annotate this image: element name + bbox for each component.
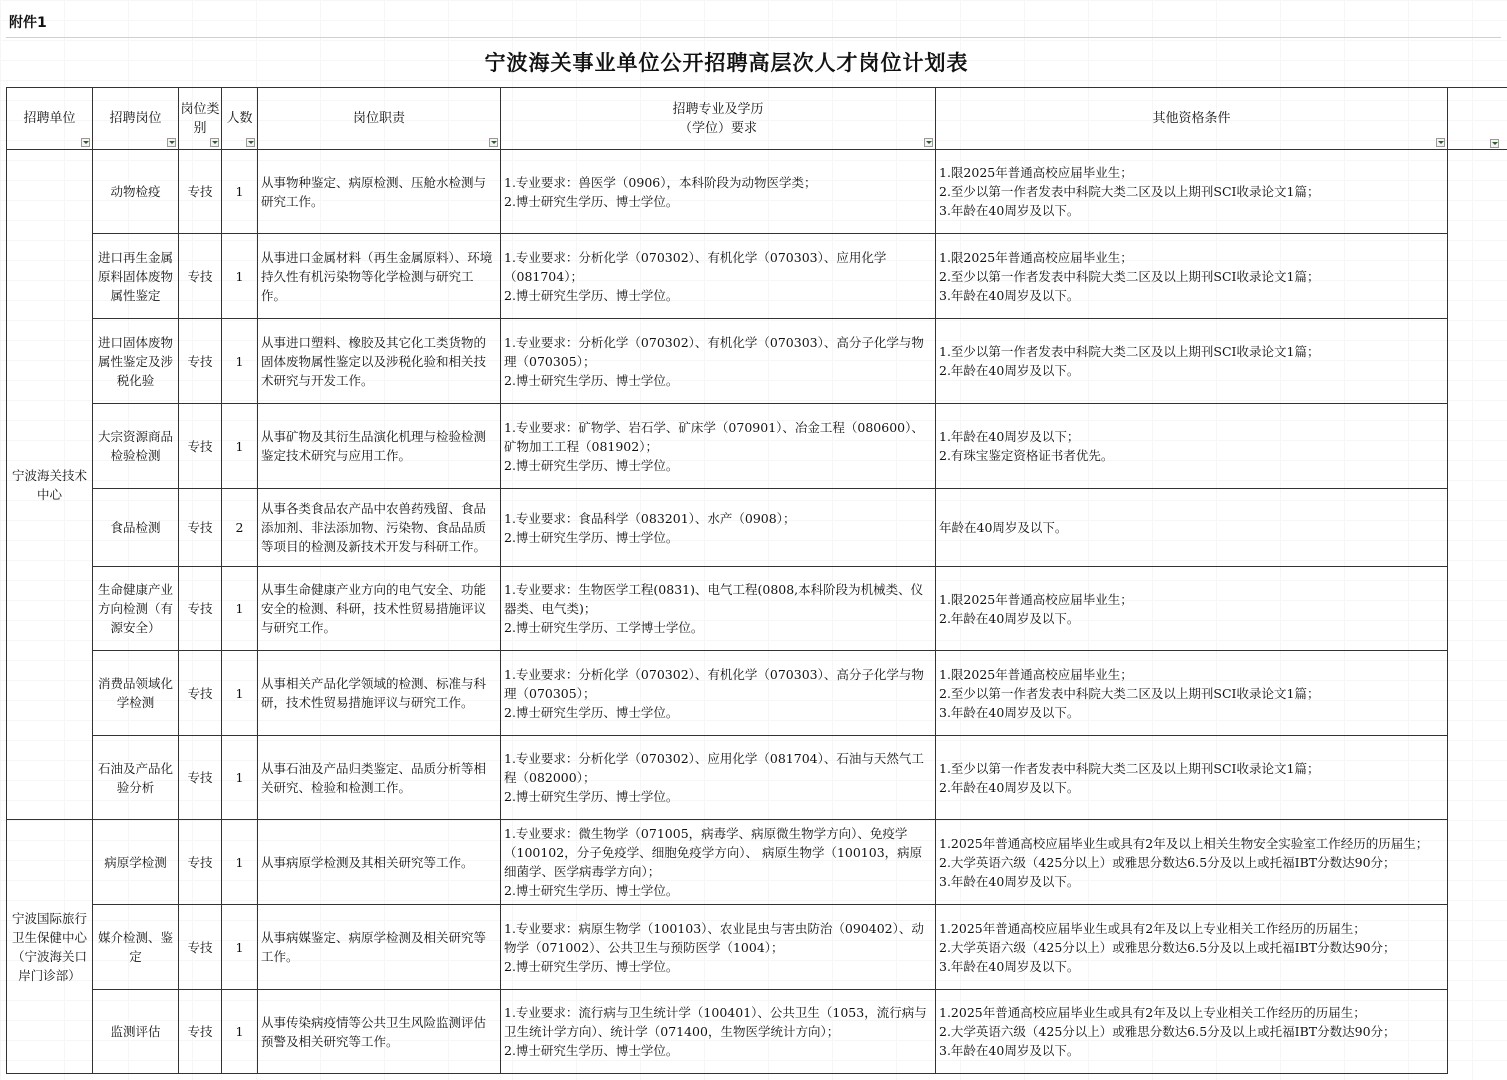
post-cell: 进口固体废物属性鉴定及涉税化验 <box>93 319 179 404</box>
other-text: 年龄在40周岁及以下。 <box>939 520 1068 535</box>
major-text: 1.专业要求：分析化学（070302）、有机化学（070303）、高分子化学与物理（070305）； 2.博士研究生学历、博士学位。 <box>504 334 924 388</box>
table-row <box>7 990 1448 1074</box>
major-cell <box>501 319 936 404</box>
duty-cell <box>258 404 501 489</box>
duty-cell <box>258 234 501 319</box>
header-label: 其他资格条件 <box>1152 111 1231 126</box>
count-cell: 1 <box>222 736 258 820</box>
header-bottom-extension <box>1447 149 1507 150</box>
header-other <box>936 88 1448 150</box>
major-text: 1.专业要求：分析化学（070302）、有机化学（070303）、应用化学（081704）； 2.博士研究生学历、博士学位。 <box>504 249 887 303</box>
header-duty <box>258 88 501 150</box>
major-cell <box>501 736 936 820</box>
major-cell <box>501 820 936 905</box>
duty-text: 从事各类食品农产品中农兽药残留、食品添加剂、非法添加物、污染物、食品品质等项目的检测及新技术开发与科研工作。 <box>261 501 487 554</box>
other-text: 1.2025年普通高校应届毕业生或具有2年及以上专业相关工作经历的历届生； 2.大学英语六级（425分以上）或雅思分数达6.5分及以上或托福IBT分数达90分； 3.年龄在40周岁及以下。 <box>939 1005 1396 1058</box>
other-text: 1.2025年普通高校应届毕业生或具有2年及以上相关生物安全实验室工作经历的历届生； 2.大学英语六级（425分以上）或雅思分数达6.5分及以上或托福IBT分数达90分； 3.年龄在40周岁及以下。 <box>939 835 1429 889</box>
divider <box>6 37 1501 38</box>
count-cell: 1 <box>222 567 258 651</box>
post-cell: 石油及产品化验分析 <box>93 736 179 820</box>
other-cell <box>936 567 1448 651</box>
count-cell: 1 <box>222 990 258 1074</box>
header-type <box>179 88 222 150</box>
header-label: 岗位职责 <box>352 111 405 126</box>
other-text: 1.年龄在40周岁及以下； 2.有珠宝鉴定资格证书者优先。 <box>939 429 1114 463</box>
duty-text: 从事生命健康产业方向的电气安全、功能安全的检测、科研，技术性贸易措施评议与研究工作。 <box>261 582 487 635</box>
type-cell: 专技 <box>179 736 222 820</box>
duty-cell <box>258 820 501 905</box>
header-major <box>501 88 936 150</box>
count-cell: 2 <box>222 489 258 567</box>
major-cell <box>501 567 936 651</box>
duty-cell <box>258 567 501 651</box>
duty-cell <box>258 319 501 404</box>
count-cell: 1 <box>222 150 258 234</box>
header-label: 招聘岗位 <box>109 111 162 126</box>
duty-text: 从事矿物及其衍生品演化机理与检验检测鉴定技术研究与应用工作。 <box>261 429 487 463</box>
table-row <box>7 489 1448 567</box>
type-cell: 专技 <box>179 651 222 736</box>
other-text: 1.至少以第一作者发表中科院大类二区及以上期刊SCI收录论文1篇； 2.年龄在40周岁及以下。 <box>939 344 1320 378</box>
type-cell: 专技 <box>179 820 222 905</box>
count-cell: 1 <box>222 319 258 404</box>
table-row <box>7 234 1448 319</box>
major-text: 1.专业要求：流行病与卫生统计学（100401）、公共卫生（1053，流行病与卫生统计学方向）、统计学（071400，生物医学统计方向）； 2.博士研究生学历、博士学位。 <box>504 1005 927 1058</box>
filter-dropdown-icon[interactable] <box>1436 138 1445 147</box>
other-text: 1.至少以第一作者发表中科院大类二区及以上期刊SCI收录论文1篇； 2.年龄在40周岁及以下。 <box>939 760 1320 795</box>
other-cell <box>936 404 1448 489</box>
major-cell <box>501 990 936 1074</box>
type-cell: 专技 <box>179 990 222 1074</box>
major-text: 1.专业要求：分析化学（070302）、应用化学（081704）、石油与天然气工程（082000）； 2.博士研究生学历、博士学位。 <box>504 751 924 804</box>
type-cell: 专技 <box>179 319 222 404</box>
major-text: 1.专业要求：分析化学（070302）、有机化学（070303）、高分子化学与物理（070305）； 2.博士研究生学历、博士学位。 <box>504 666 924 720</box>
duty-text: 从事进口塑料、橡胶及其它化工类货物的固体废物属性鉴定以及涉税化验和相关技术研究与开发工作。 <box>261 334 487 388</box>
recruitment-table <box>6 87 1448 1074</box>
table-row <box>7 150 1448 234</box>
header-label: 岗位类别 <box>180 101 220 136</box>
other-cell <box>936 820 1448 905</box>
type-cell: 专技 <box>179 489 222 567</box>
post-cell: 病原学检测 <box>93 820 179 905</box>
type-cell: 专技 <box>179 150 222 234</box>
filter-dropdown-icon[interactable] <box>489 138 498 147</box>
other-cell <box>936 489 1448 567</box>
post-cell: 消费品领域化学检测 <box>93 651 179 736</box>
header-top-extension <box>1447 87 1507 88</box>
major-text: 1.专业要求：病原生物学（100103）、农业昆虫与害虫防治（090402）、动物学（071002）、公共卫生与预防医学（1004）； 2.博士研究生学历、博士学位。 <box>504 920 924 974</box>
major-text: 1.专业要求：微生物学（071005，病毒学、病原微生物学方向）、免疫学（100102，分子免疫学、细胞免疫学方向）、 病原生物学（100103，病原细菌学、医学病毒学方向）； 2.博士研究生学历、博士学位。 <box>504 826 923 898</box>
table-row <box>7 736 1448 820</box>
duty-cell <box>258 489 501 567</box>
other-cell <box>936 319 1448 404</box>
page-title: 宁波海关事业单位公开招聘高层次人才岗位计划表 <box>484 50 969 75</box>
post-cell: 食品检测 <box>93 489 179 567</box>
post-cell: 媒介检测、鉴定 <box>93 905 179 990</box>
major-cell <box>501 489 936 567</box>
filter-dropdown-icon[interactable] <box>1490 139 1499 148</box>
duty-text: 从事物种鉴定、病原检测、压舱水检测与研究工作。 <box>261 174 487 209</box>
count-cell: 1 <box>222 234 258 319</box>
type-cell: 专技 <box>179 567 222 651</box>
post-cell: 大宗资源商品检验检测 <box>93 404 179 489</box>
attachment-label: 附件1 <box>9 15 47 31</box>
other-text: 1.限2025年普通高校应届毕业生； 2.至少以第一作者发表中科院大类二区及以上期刊SCI收录论文1篇； 3.年龄在40周岁及以下。 <box>939 249 1320 303</box>
duty-cell <box>258 736 501 820</box>
post-cell: 动物检疫 <box>93 150 179 234</box>
header-post <box>93 88 179 150</box>
count-cell: 1 <box>222 905 258 990</box>
unit-cell: 宁波海关技术中心 <box>7 150 93 820</box>
other-text: 1.限2025年普通高校应届毕业生； 2.至少以第一作者发表中科院大类二区及以上期刊SCI收录论文1篇； 3.年龄在40周岁及以下。 <box>939 165 1320 218</box>
header-label: 招聘单位 <box>23 111 76 126</box>
duty-text: 从事相关产品化学领域的检测、标准与科研，技术性贸易措施评议与研究工作。 <box>261 676 487 710</box>
other-text: 1.限2025年普通高校应届毕业生； 2.至少以第一作者发表中科院大类二区及以上期刊SCI收录论文1篇； 3.年龄在40周岁及以下。 <box>939 666 1320 720</box>
header-unit <box>7 88 93 150</box>
header-row <box>7 88 1448 150</box>
duty-cell <box>258 990 501 1074</box>
table-row <box>7 820 1448 905</box>
major-cell <box>501 404 936 489</box>
major-cell <box>501 905 936 990</box>
post-cell: 监测评估 <box>93 990 179 1074</box>
other-text: 1.限2025年普通高校应届毕业生； 2.年龄在40周岁及以下。 <box>939 591 1133 626</box>
other-cell <box>936 905 1448 990</box>
duty-text: 从事石油及产品归类鉴定、品质分析等相关研究、检验和检测工作。 <box>261 760 487 795</box>
major-cell <box>501 234 936 319</box>
duty-text: 从事进口金属材料（再生金属原料）、环境持久性有机污染物等化学检测与研究工作。 <box>261 249 493 303</box>
header-label: 人数 <box>226 111 253 126</box>
duty-cell <box>258 651 501 736</box>
filter-dropdown-icon[interactable] <box>246 138 255 147</box>
filter-dropdown-icon[interactable] <box>81 138 90 147</box>
count-cell: 1 <box>222 820 258 905</box>
post-cell: 进口再生金属原料固体废物属性鉴定 <box>93 234 179 319</box>
count-cell: 1 <box>222 651 258 736</box>
unit-cell: 宁波国际旅行卫生保健中心（宁波海关口岸门诊部） <box>7 820 93 1074</box>
duty-cell <box>258 905 501 990</box>
major-text: 1.专业要求：兽医学（0906），本科阶段为动物医学类； 2.博士研究生学历、博士学位。 <box>504 174 817 209</box>
major-text: 1.专业要求：矿物学、岩石学、矿床学（070901）、冶金工程（080600）、矿物加工工程（081902）； 2.博士研究生学历、博士学位。 <box>504 419 924 473</box>
duty-text: 从事病原学检测及其相关研究等工作。 <box>261 854 474 870</box>
type-cell: 专技 <box>179 404 222 489</box>
filter-dropdown-icon[interactable] <box>167 138 176 147</box>
major-text: 1.专业要求：食品科学（083201）、水产（0908）； 2.博士研究生学历、博士学位。 <box>504 510 796 545</box>
major-text: 1.专业要求：生物医学工程(0831)、电气工程(0808,本科阶段为机械类、仪器类、电气类)； 2.博士研究生学历、工学博士学位。 <box>504 582 924 635</box>
major-cell <box>501 150 936 234</box>
other-text: 1.2025年普通高校应届毕业生或具有2年及以上专业相关工作经历的历届生； 2.大学英语六级（425分以上）或雅思分数达6.5分及以上或托福IBT分数达90分； 3.年龄在40周岁及以下。 <box>939 920 1396 974</box>
duty-text: 从事传染病疫情等公共卫生风险监测评估预警及相关研究等工作。 <box>261 1014 487 1049</box>
other-cell <box>936 150 1448 234</box>
other-cell <box>936 651 1448 736</box>
filter-dropdown-icon[interactable] <box>210 138 219 147</box>
major-cell <box>501 651 936 736</box>
table-row <box>7 905 1448 990</box>
type-cell: 专技 <box>179 234 222 319</box>
count-cell: 1 <box>222 404 258 489</box>
duty-text: 从事病媒鉴定、病原学检测及相关研究等工作。 <box>261 930 487 964</box>
other-cell <box>936 990 1448 1074</box>
post-cell: 生命健康产业方向检测（有源安全） <box>93 567 179 651</box>
table-row <box>7 404 1448 489</box>
other-cell <box>936 736 1448 820</box>
table-row <box>7 319 1448 404</box>
header-label: 招聘专业及学历 （学位）要求 <box>672 101 764 136</box>
filter-dropdown-icon[interactable] <box>924 138 933 147</box>
table-row <box>7 567 1448 651</box>
type-cell: 专技 <box>179 905 222 990</box>
header-count <box>222 88 258 150</box>
duty-cell <box>258 150 501 234</box>
table-row <box>7 651 1448 736</box>
other-cell <box>936 234 1448 319</box>
